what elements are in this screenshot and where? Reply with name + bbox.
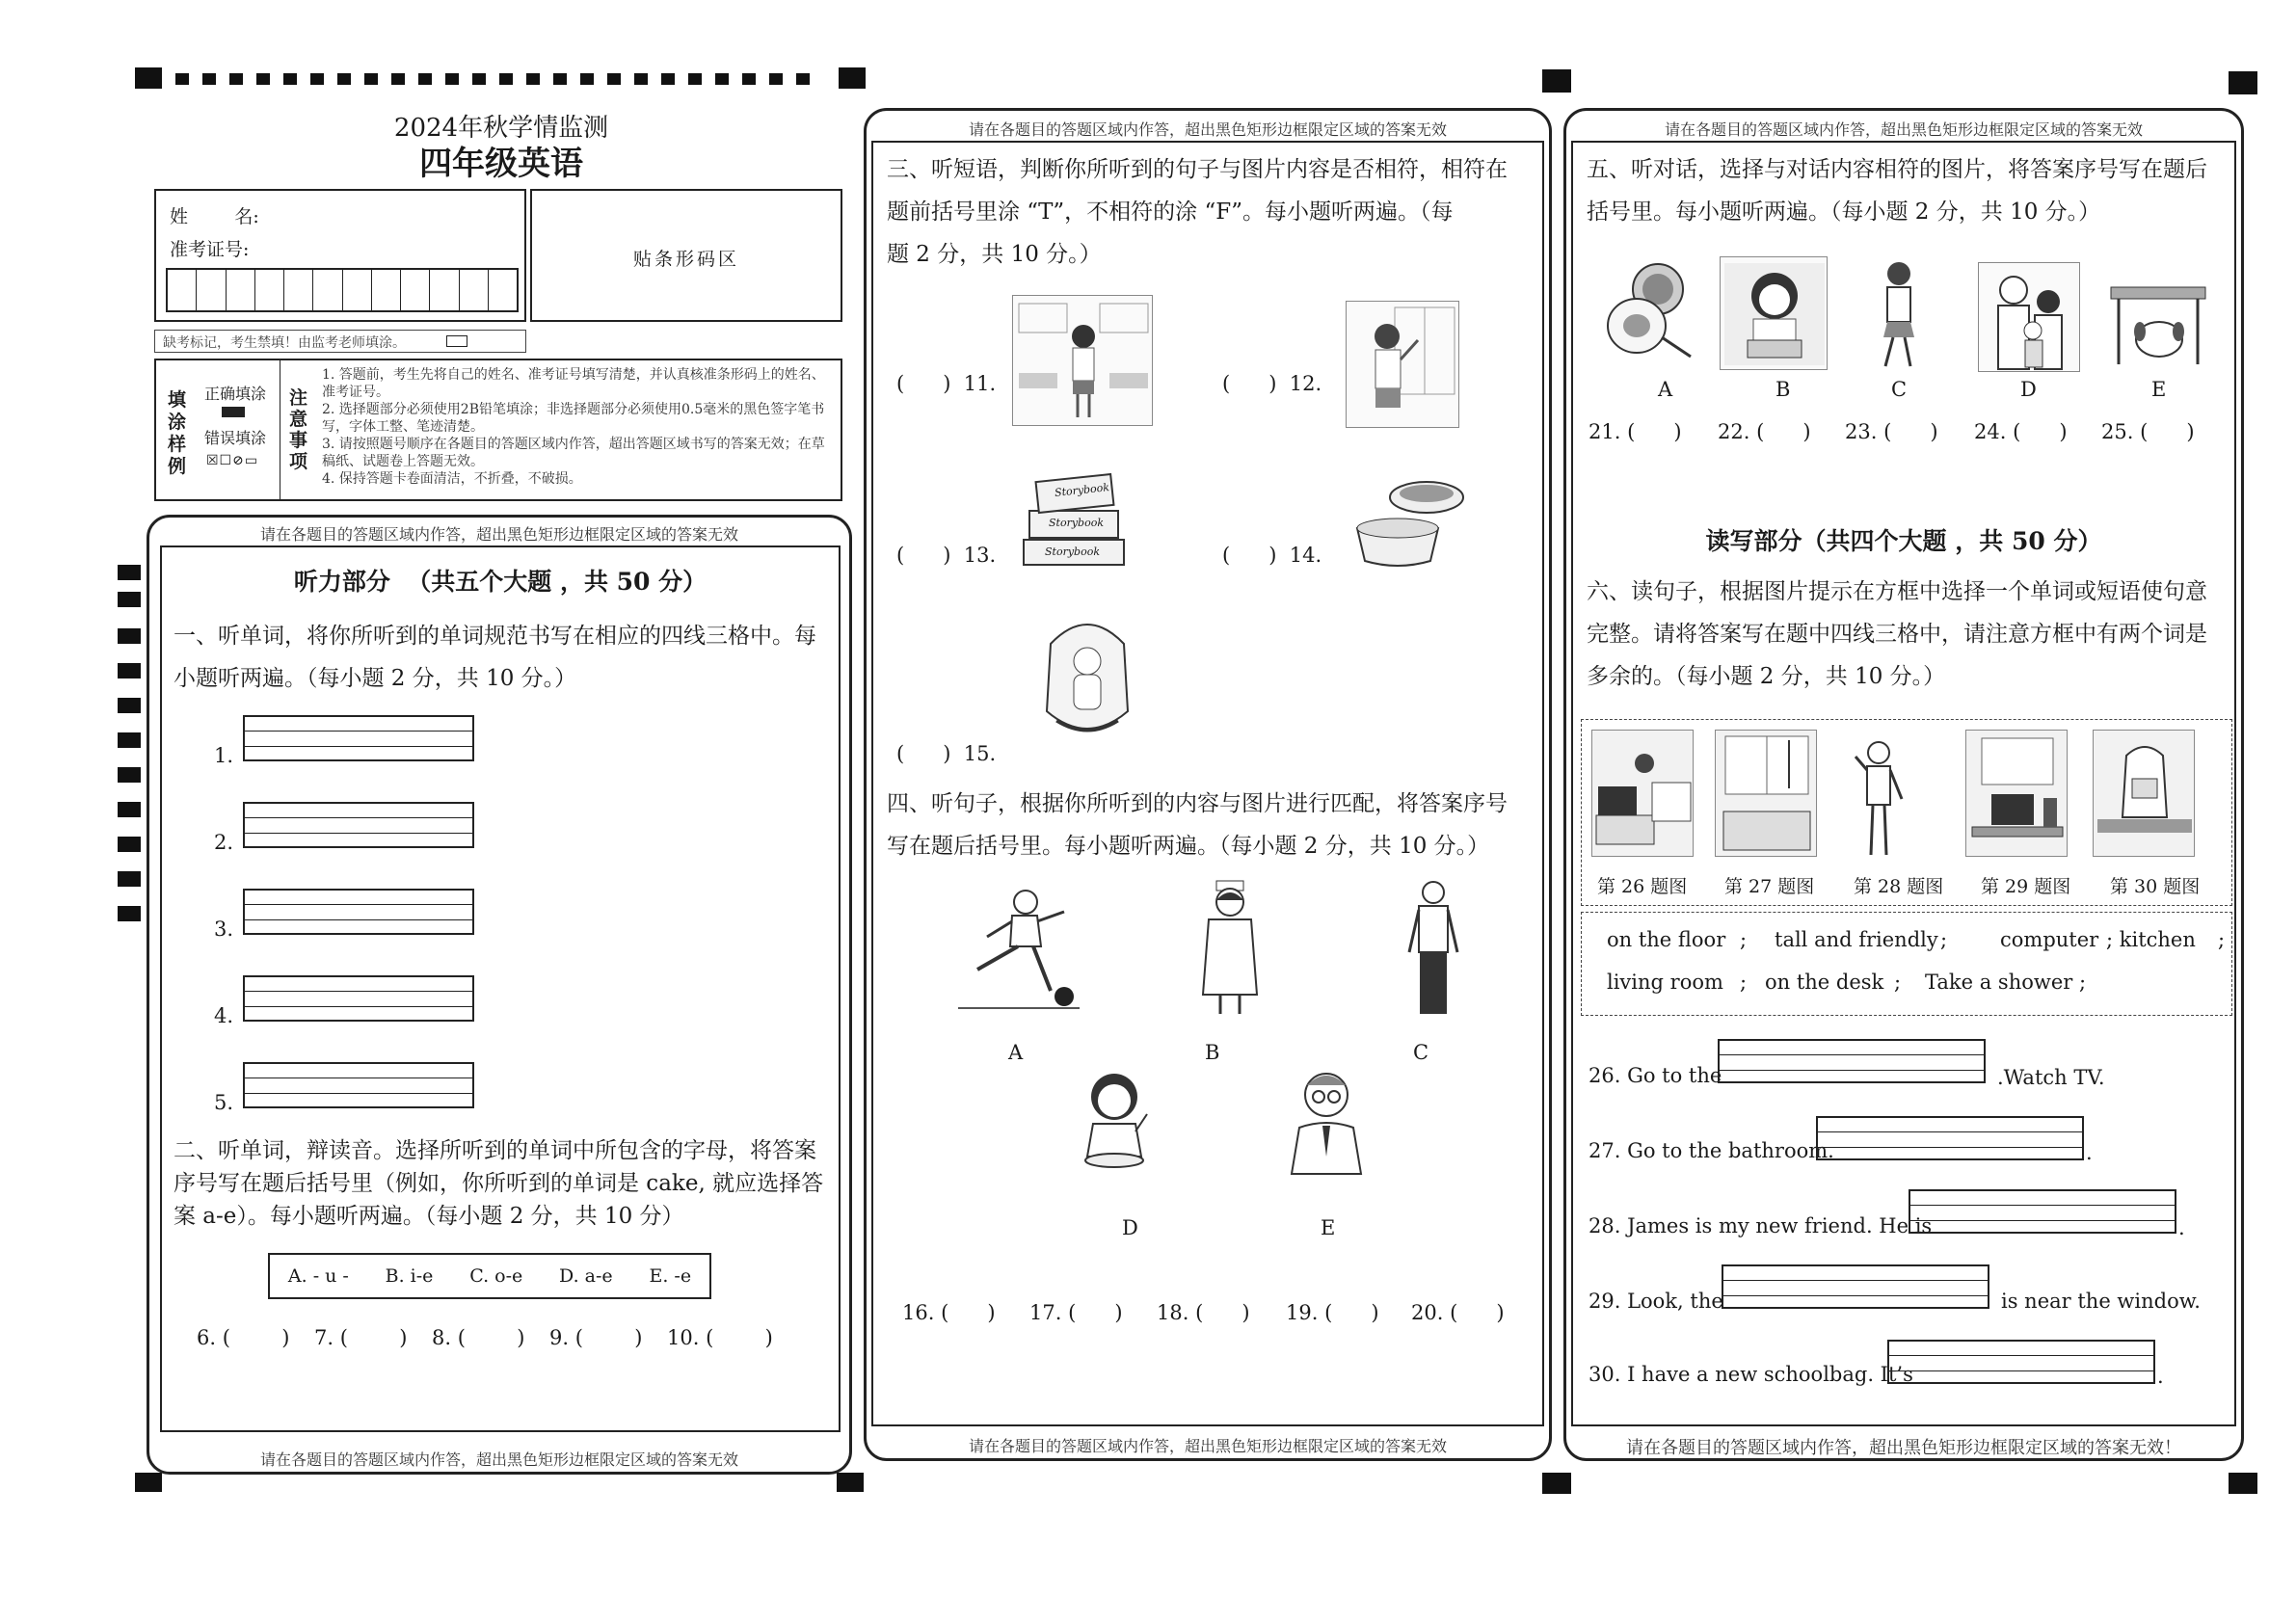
sentence-26-end: .Watch TV. [1997,1066,2105,1089]
word-bank-separator: ; [1894,971,1902,994]
answer-25[interactable]: 25. ( ) [2101,420,2195,443]
word-bank-item: living room [1607,971,1723,994]
pic-label-26: 第 26 题图 [1597,876,1688,897]
girl-window-picture [1346,301,1459,428]
note-item: 4. 保持答题卡卷面清洁，不折叠，不破损。 [322,471,582,487]
living-room-picture [1591,730,1694,857]
girl-reading-picture [1720,256,1828,370]
answer-19[interactable]: 19. ( ) [1286,1301,1379,1324]
panel-notice-top: 请在各题目的答题区域内作答，超出黑色矩形边框限定区域的答案无效 [259,525,738,544]
word-bank-item: on the desk [1765,971,1884,994]
sentence-27-start: 27. Go to the bathroom. [1589,1139,1834,1162]
option-c: C. o-e [469,1265,523,1287]
answer-22[interactable]: 22. ( ) [1718,420,1811,443]
book-label: Storybook [1054,481,1110,499]
absent-checkbox[interactable] [446,335,467,347]
item-13-answer[interactable]: ( ) 13. [896,544,997,567]
option-a: A. - u - [287,1265,349,1287]
q4-number: 4. [214,1004,234,1027]
reading-heading: 读写部分（共四个大题 ，共 50 分） [1705,527,2102,555]
answer-8[interactable]: 8. ( ) [432,1326,525,1349]
q1-number: 1. [214,744,234,767]
q5-number: 5. [214,1091,234,1114]
sentence-28-writing-lines[interactable] [1909,1189,2176,1234]
option-d: D. a-e [559,1265,613,1287]
book-label: Storybook [1049,517,1105,529]
family-picture [1978,262,2080,372]
word-bank-box [1581,912,2232,1016]
q3-writing-lines[interactable] [243,889,474,935]
q2-instruction-line1: 二、听单词，辩读音。选择所听到的单词中所包含的字母，将答案 [174,1138,816,1163]
word-bank-item: tall and friendly [1775,928,1938,951]
exam-number-grid[interactable] [166,268,519,312]
sentence-27-writing-lines[interactable] [1816,1116,2084,1160]
nurse-picture [1186,879,1274,1018]
picture-label-d: D [1122,1216,1138,1239]
word-bank-item: ; kitchen [2106,928,2196,951]
s3-instruction-line2: 题前括号里涂 “T”，不相符的涂 “F”。每小题听两遍。（每 [887,200,1454,225]
pic-label-29: 第 29 题图 [1981,876,2071,897]
q2-instruction-line2: 序号写在题后括号里（例如，你所听到的单词是 cake, 就应选择答 [174,1171,824,1196]
wrong-fill-samples: ☒☐⊘▭ [206,453,259,468]
sentence-30-writing-lines[interactable] [1887,1340,2155,1384]
sentence-29-start: 29. Look, the [1589,1290,1723,1313]
panel-notice-bottom-end: 请在各题目的答题区域内作答，超出黑色矩形边框限定区域的答案无效！ [1626,1438,2181,1458]
absent-mark-row [154,330,526,353]
correct-fill-label: 正确填涂 [204,385,267,403]
barcode-label: 贴条形码区 [632,249,739,270]
sentence-29-writing-lines[interactable] [1722,1264,1989,1309]
panel-notice-bottom: 请在各题目的答题区域内作答，超出黑色矩形边框限定区域的答案无效 [259,1450,738,1469]
item-12-answer[interactable]: ( ) 12. [1222,372,1322,395]
storybooks-picture [1012,457,1135,576]
s4-instruction-line2: 写在题后括号里。每小题听两遍。（每小题 2 分，共 10 分。） [887,834,1490,859]
word-bank-separator: ; [1740,928,1748,951]
sentence-30-start: 30. I have a new schoolbag. It’s [1589,1363,1913,1386]
rice-and-fish-picture [1349,468,1467,574]
word-bank-item: Take a shower ; [1925,971,2087,994]
sentence-28-end: . [2178,1216,2185,1239]
s5-instruction-line2: 括号里。每小题听两遍。（每小题 2 分，共 10 分。） [1587,200,2101,225]
q2-instruction-line3: 案 a-e）。每小题听两遍。（每小题 2 分，共 10 分） [174,1204,684,1229]
item-15-answer[interactable]: ( ) 15. [896,742,997,765]
notes-list [322,366,833,488]
answer-16[interactable]: 16. ( ) [902,1301,996,1324]
correct-fill-sample [222,407,245,417]
picture-label-c: C [1891,378,1908,401]
answer-24[interactable]: 24. ( ) [1974,420,2068,443]
picture-label-e: E [2151,378,2167,401]
computer-desk-picture [1965,730,2068,857]
exam-title: 2024年秋学情监测 [393,114,609,143]
tall-boy-picture [1852,739,1906,861]
exam-subtitle: 四年级英语 [419,145,583,183]
girl-walking-picture [1872,258,1926,372]
word-bank-separator: ; [1740,971,1748,994]
panel-notice-bottom: 请在各题目的答题区域内作答，超出黑色矩形边框限定区域的答案无效 [968,1437,1447,1455]
exam-number-label: 准考证号: [170,239,250,260]
answer-18[interactable]: 18. ( ) [1157,1301,1250,1324]
word-bank-item: computer [2000,928,2099,951]
note-item: 2. 选择题部分必须使用2B铅笔填涂；非选择题部分必须使用0.5毫米的黑色签字笔书写，字体工整、笔迹清楚。 [322,402,825,435]
word-bank-separator: ; [2218,928,2226,951]
s4-instruction-line1: 四、听句子，根据你所听到的内容与图片进行匹配，将答案序号 [887,791,1508,816]
option-b: B. i-e [385,1265,434,1287]
q1-instruction-line2: 小题听两遍。（每小题 2 分，共 10 分。） [174,666,577,691]
note-item: 3. 请按照题号顺序在各题目的答题区域内作答，超出答题区域书写的答案无效；在草稿纸、试题卷上答题无效。 [322,437,825,469]
schoolbag-floor-picture [2093,730,2195,857]
q4-writing-lines[interactable] [243,975,474,1022]
man-standing-picture [1403,879,1463,1020]
fill-sample-title: 填涂样例 [168,389,187,477]
picture-label-b: B [1775,378,1791,401]
panel-notice-top: 请在各题目的答题区域内作答，超出黑色矩形边框限定区域的答案无效 [1664,120,2143,139]
answer-23[interactable]: 23. ( ) [1845,420,1938,443]
q5-writing-lines[interactable] [243,1062,474,1108]
s6-instruction-line2: 完整。请将答案写在题中四线三格中，请注意方框中有两个词是 [1587,622,2207,647]
baby-seat-picture [1031,615,1143,750]
sentence-28-start: 28. James is my new friend. He is [1589,1214,1933,1237]
football-boy-picture [958,883,1080,1014]
name-label: 姓 名: [170,206,259,227]
s6-instruction-line1: 六、读句子，根据图片提示在方框中选择一个单词或短语使句意 [1587,579,2207,604]
picture-label-e: E [1321,1216,1336,1239]
s6-instruction-line3: 多余的。（每小题 2 分，共 10 分。） [1587,664,1946,689]
picture-label-c: C [1413,1041,1429,1064]
sentence-30-end: . [2157,1365,2164,1388]
answer-10[interactable]: 10. ( ) [667,1326,773,1349]
picture-label-d: D [2020,378,2037,401]
s3-instruction-line3: 题 2 分，共 10 分。） [887,242,1102,267]
book-label: Storybook [1045,545,1101,558]
wrong-fill-label: 错误填涂 [204,429,267,447]
option-e: E. -e [649,1265,692,1287]
candidate-info-box [154,189,526,322]
q1-instruction-line1: 一、听单词，将你所听到的单词规范书写在相应的四线三格中。每 [174,624,816,649]
word-bank-separator: ; [1940,928,1948,951]
q1-writing-lines[interactable] [243,715,474,761]
s3-instruction-line1: 三、听短语，判断你所听到的句子与图片内容是否相符，相符在 [887,157,1508,182]
q2-options-box [268,1253,711,1299]
q3-number: 3. [214,918,234,941]
classroom-girl-picture [1012,295,1153,426]
dog-under-table-picture [2109,283,2207,366]
pic-label-30: 第 30 题图 [2110,876,2201,897]
listening-heading: 听力部分 （共五个大题 ，共 50 分） [293,568,707,596]
item-11-answer[interactable]: ( ) 11. [896,372,997,395]
pic-label-28: 第 28 题图 [1854,876,1944,897]
answer-7[interactable]: 7. ( ) [314,1326,408,1349]
instructions-box [154,359,842,501]
absent-note: 缺考标记，考生禁填！由监考老师填涂。 [163,335,406,351]
girl-eating-picture [1068,1064,1161,1174]
picture-label-b: B [1205,1041,1220,1064]
sentence-29-end: is near the window. [2001,1290,2201,1313]
sentence-26-start: 26. Go to the [1589,1064,1722,1087]
note-item: 1. 答题前，考生先将自己的姓名、准考证号填写清楚，并认真核准条形码上的姓名、准考证号。 [322,367,825,400]
q2-number: 2. [214,831,234,854]
pic-label-27: 第 27 题图 [1724,876,1815,897]
picture-label-a: A [1658,378,1673,401]
answer-21[interactable]: 21. ( ) [1589,420,1682,443]
notes-title: 注意事项 [289,387,308,472]
word-bank-item: on the floor [1607,928,1726,951]
picture-label-a: A [1008,1041,1024,1064]
s5-instruction-line1: 五、听对话，选择与对话内容相符的图片，将答案序号写在题后 [1587,157,2207,182]
sentence-27-end: . [2086,1141,2093,1164]
item-14-answer[interactable]: ( ) 14. [1222,544,1322,567]
sentence-26-writing-lines[interactable] [1718,1039,1986,1083]
answer-20[interactable]: 20. ( ) [1411,1301,1505,1324]
s6-pictures-box [1581,719,2232,906]
food-plate-picture [1602,256,1695,362]
answer-17[interactable]: 17. ( ) [1029,1301,1123,1324]
panel-notice-top: 请在各题目的答题区域内作答，超出黑色矩形边框限定区域的答案无效 [968,120,1447,139]
answer-9[interactable]: 9. ( ) [549,1326,643,1349]
answer-6[interactable]: 6. ( ) [197,1326,290,1349]
man-glasses-picture [1286,1064,1367,1176]
q2-writing-lines[interactable] [243,802,474,848]
bathroom-picture [1715,730,1817,857]
barcode-area [530,189,842,322]
